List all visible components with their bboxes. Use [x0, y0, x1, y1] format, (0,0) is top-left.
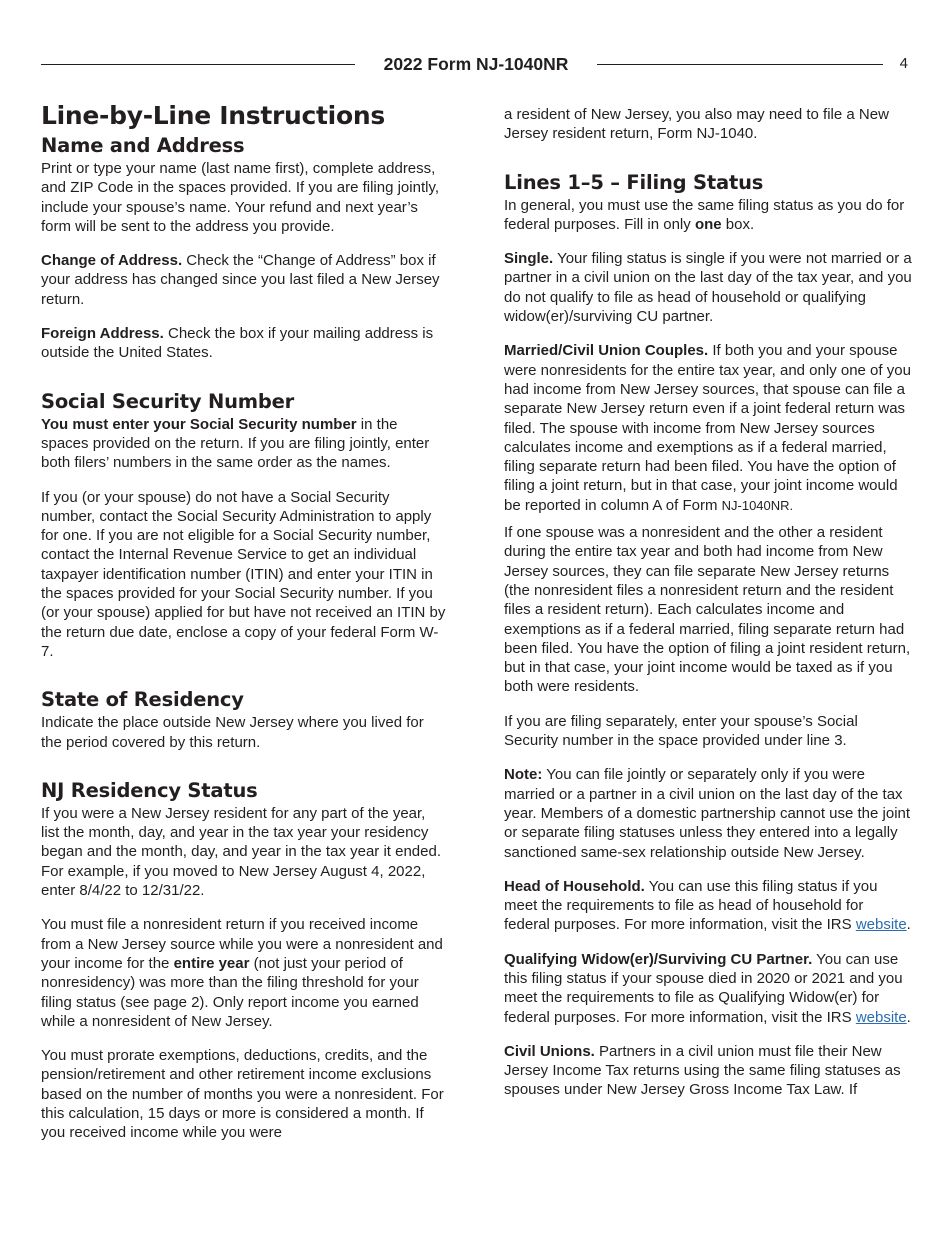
hoh-end: . [906, 916, 911, 934]
foreign-address-label: Foreign Address. [41, 325, 164, 343]
note-label: Note: [504, 766, 543, 784]
change-of-address-paragraph [41, 251, 446, 309]
single-paragraph [504, 249, 912, 326]
married-form-ref: NJ-1040NR. [721, 497, 794, 513]
foreign-address-text: Check the box if your mailing address is outside the United States. [41, 325, 434, 362]
ssn-text: in the spaces provided on the return. If you are filing jointly, enter both filers’ numbers in the same order as the names. [41, 415, 430, 472]
ssn-bold-text: You must enter your Social Security number [41, 415, 357, 433]
ssn-paragraph-2: If you (or your spouse) do not have a Social Security number, contact the Social Security Administration to apply for one. If you are not eligible for a Social Security number, contact the Internal Revenue Service to get an individual taxpayer identification number (ITIN) and enter your ITIN in the spaces provided for your Social Security number. If you (or your spouse) applied for but have not received an ITIN by the return due date, enclose a copy of your federal Form W-7. [41, 488, 446, 660]
name-address-paragraph: Print or type your name (last name first), complete address, and ZIP Code in the spaces provided. If you are filing jointly, include your spouse’s name. Your refund and next year’s form will be sent to the address you provide. [41, 160, 440, 235]
heading-state-of-residency: State of Residency [41, 688, 244, 712]
civil-unions-text: Partners in a civil union must file their New Jersey Income Tax returns using the same filing statuses as spouses under New Jersey Gross Income Tax Law. If [504, 1042, 901, 1099]
nj-status-p2-b: (not just your period of nonresidency) was more than the filing threshold for your filing status (see page 2). Only report income you earned while a nonresident of New Jersey. [41, 954, 419, 1030]
married-text: If both you and your spouse were nonresidents for the entire tax year, and only one of you had income from New Jersey sources, that spouse can file a separate New Jersey return even if a joint federal return was filed. The spouse with income from New Jersey sources calculates income and exemptions as if a federal married, filing separate return had been filed. You have the option of filing a joint return, but in that case, your joint income would be reported in column A of Form [504, 342, 911, 514]
qw-end: . [906, 1008, 911, 1026]
civil-unions-label: Civil Unions. [504, 1042, 595, 1060]
page-title: Line-by-Line Instructions [41, 101, 385, 130]
nj-status-paragraph-2 [41, 915, 446, 1031]
civil-unions-paragraph [504, 1042, 912, 1100]
change-of-address-label: Change of Address. [41, 252, 183, 270]
page-header [41, 52, 908, 78]
note-text: You can file jointly or separately only if you were married or a partner in a civil union on the last day of the tax year. Members of a domestic partnership cannot use the joint or separate filing statuses unless they entered into a legally sanctioned same-sex relationship outside New Jersey. [504, 766, 911, 861]
heading-filing-status: Lines 1–5 – Filing Status [504, 170, 764, 194]
right-column [504, 105, 912, 1115]
filing-separately-paragraph: If you are filing separately, enter your spouse’s Social Security number in the space provided under line 3. [504, 712, 858, 750]
continued-paragraph: a resident of New Jersey, you also may need to file a New Jersey resident return, Form NJ-1040. [504, 106, 889, 143]
qw-label: Qualifying Widow(er)/Surviving CU Partner. [504, 950, 813, 968]
single-text: Your filing status is single if you were not married or a partner in a civil union on the last day of the tax year, and you do not qualify to file as head of household or qualifying widow(er)/surviving CU partner. [504, 250, 912, 326]
qw-text: You can use this filing status if your spouse died in 2020 or 2021 and you meet the requirements to file as Qualifying Widow(er) for federal purposes. For more information, visit the IRS [504, 950, 903, 1026]
head-of-household-paragraph [504, 877, 912, 935]
page-number: 4 [899, 55, 908, 72]
header-rule-right [597, 64, 883, 65]
nj-status-paragraph-3: You must prorate exemptions, deductions, credits, and the pension/retirement and other retirement income exclusions based on the number of months you were a nonresident. For this calculation, 15 days or more is considered a month. If you received income while you were [41, 1047, 444, 1142]
note-paragraph [504, 765, 912, 861]
heading-nj-residency-status: NJ Residency Status [41, 778, 258, 802]
change-of-address-text: Check the “Change of Address” box if your address has changed since you last filed a New Jersey return. [41, 252, 440, 308]
one-spouse-paragraph: If one spouse was a nonresident and the other a resident during the entire tax year and both had income from New Jersey sources, they can file separate New Jersey returns (the nonresident files a nonresident return and the resident files a resident return). Each calculates income and exemptions as if a federal married, filing separate return had been filed. You have the option of filing a joint resident return, but in that case, your joint income would be taxed as if you both were residents. [504, 524, 911, 696]
filing-intro-bold: one [694, 215, 722, 233]
heading-ssn: Social Security Number [41, 389, 295, 413]
ssn-paragraph-1 [41, 415, 446, 473]
filing-intro-a: In general, you must use the same filing status as you do for federal purposes. Fill in only [504, 196, 905, 233]
heading-name-address: Name and Address [41, 134, 245, 157]
filing-intro-paragraph [504, 196, 912, 235]
filing-intro-b: box. [721, 215, 755, 233]
single-label: Single. [504, 250, 554, 268]
irs-website-link[interactable]: website [855, 916, 907, 934]
married-paragraph [504, 341, 912, 515]
nj-status-paragraph-1: If you were a New Jersey resident for any part of the year, list the month, day, and year in the tax year your residency began and the month, day, and year in the tax year it ended. For example, if you moved to New Jersey August 4, 2022, enter 8/4/22 to 12/31/22. [41, 804, 441, 900]
married-label: Married/Civil Union Couples. [504, 342, 709, 360]
header-rule-left [41, 64, 355, 65]
entire-year-bold: entire year [173, 954, 250, 972]
qualifying-widow-paragraph [504, 950, 912, 1027]
left-column [41, 100, 446, 1158]
foreign-address-paragraph [41, 324, 446, 363]
nj-status-p2-a: You must file a nonresident return if you received income from a New Jersey source while you were a nonresident and your income for the [41, 916, 443, 972]
residency-paragraph: Indicate the place outside New Jersey where you lived for the period covered by this return. [41, 714, 424, 751]
hoh-label: Head of Household. [504, 877, 645, 895]
irs-website-link[interactable]: website [855, 1008, 907, 1026]
form-title: 2022 Form NJ-1040NR [383, 54, 569, 74]
hoh-text: You can use this filing status if you meet the requirements to file as head of household for federal purposes. For more information, visit the IRS [504, 877, 878, 934]
